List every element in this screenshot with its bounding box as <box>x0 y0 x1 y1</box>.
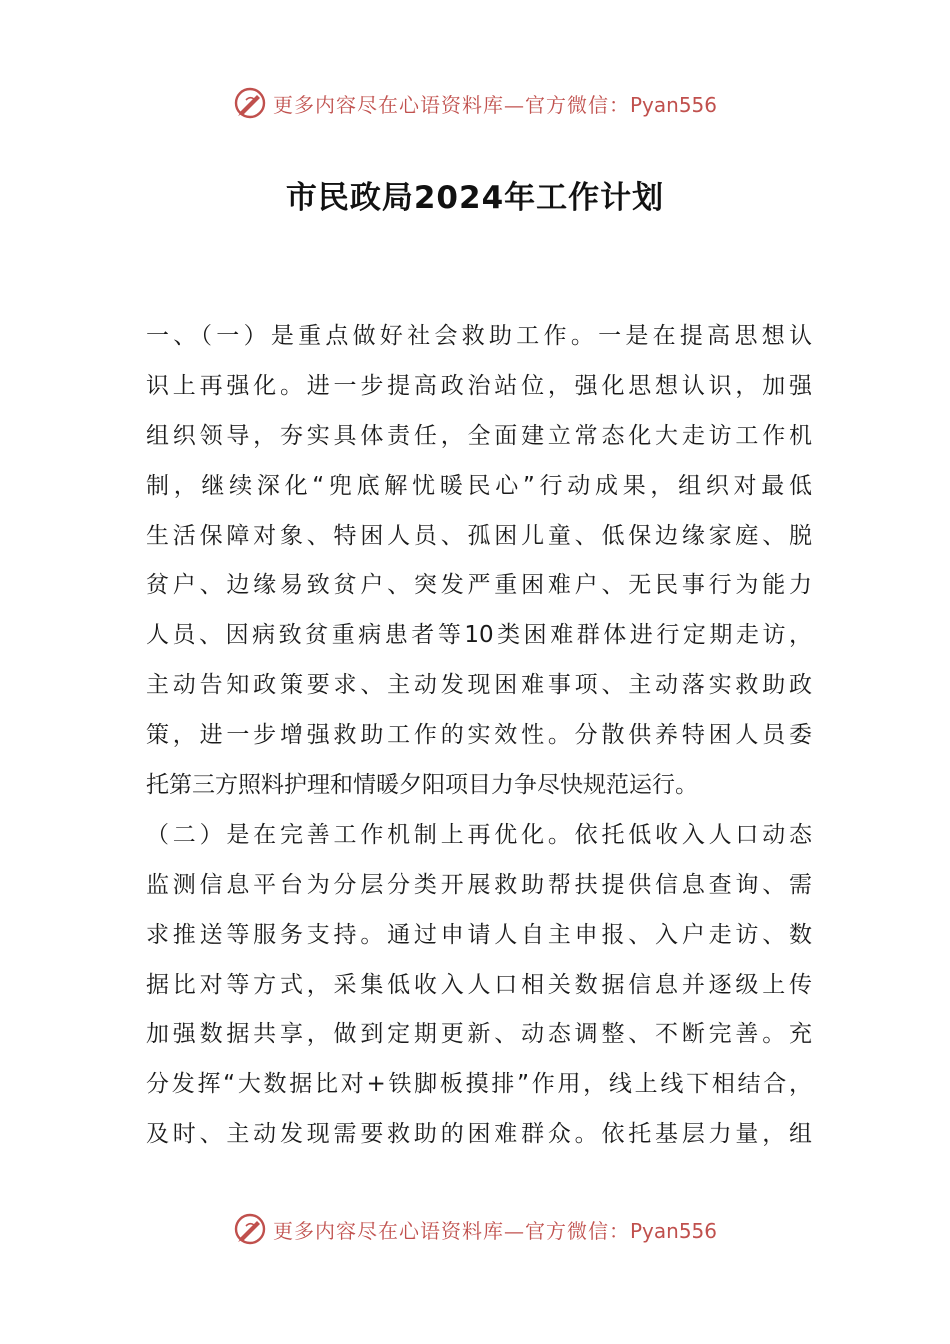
pen-logo-icon <box>233 1212 267 1246</box>
paragraph-1-line: 主动告知政策要求、主动发现困难事项、主动落实救助政 <box>146 672 812 699</box>
paragraph-2-line: （二）是在完善工作机制上再优化。依托低收入人口动态 <box>146 821 812 848</box>
paragraph-1-line: 托第三方照料护理和情暖夕阳项目力争尽快规范运行。 <box>146 772 698 799</box>
watermark-text: 更多内容尽在心语资料库—官方微信：Pyan556 <box>272 92 717 117</box>
pen-logo-icon <box>233 86 267 120</box>
paragraph-1-line: 生活保障对象、特困人员、孤困儿童、低保边缘家庭、脱 <box>146 522 812 549</box>
paragraph-2-line: 分发挥“大数据比对+铁脚板摸排”作用，线上线下相结合， <box>146 1071 812 1098</box>
paragraph-1-line: 一、（一）是重点做好社会救助工作。一是在提高思想认 <box>146 323 812 349</box>
paragraph-1-line: 人员、因病致贫重病患者等10类困难群体进行定期走访， <box>146 622 812 649</box>
paragraph-2-line: 加强数据共享，做到定期更新、动态调整、不断完善。充 <box>146 1021 812 1048</box>
header-watermark <box>0 80 950 126</box>
paragraph-1-line: 制，继续深化“兜底解忧暖民心”行动成果，组织对最低 <box>146 472 812 499</box>
paragraph-1-line: 贫户、边缘易致贫户、突发严重困难户、无民事行为能力 <box>146 572 812 599</box>
paragraph-1-line: 识上再强化。进一步提高政治站位，强化思想认识，加强 <box>146 372 812 399</box>
watermark-text: 更多内容尽在心语资料库—官方微信：Pyan556 <box>272 1218 717 1243</box>
document-body <box>146 312 812 1160</box>
paragraph-1-line: 组织领导，夯实具体责任，全面建立常态化大走访工作机 <box>146 422 812 449</box>
paragraph-2-line: 据比对等方式，采集低收入人口相关数据信息并逐级上传 <box>146 971 812 998</box>
paragraph-2-line: 及时、主动发现需要救助的困难群众。依托基层力量，组 <box>146 1121 812 1148</box>
paragraph-2-line: 求推送等服务支持。通过申请人自主申报、入户走访、数 <box>146 921 812 948</box>
footer-watermark <box>0 1206 950 1252</box>
paragraph-1-line: 策，进一步增强救助工作的实效性。分散供养特困人员委 <box>146 722 812 749</box>
paragraph-2-line: 监测信息平台为分层分类开展救助帮扶提供信息查询、需 <box>146 871 812 898</box>
page-title: 市民政局2024年工作计划 <box>285 180 665 216</box>
